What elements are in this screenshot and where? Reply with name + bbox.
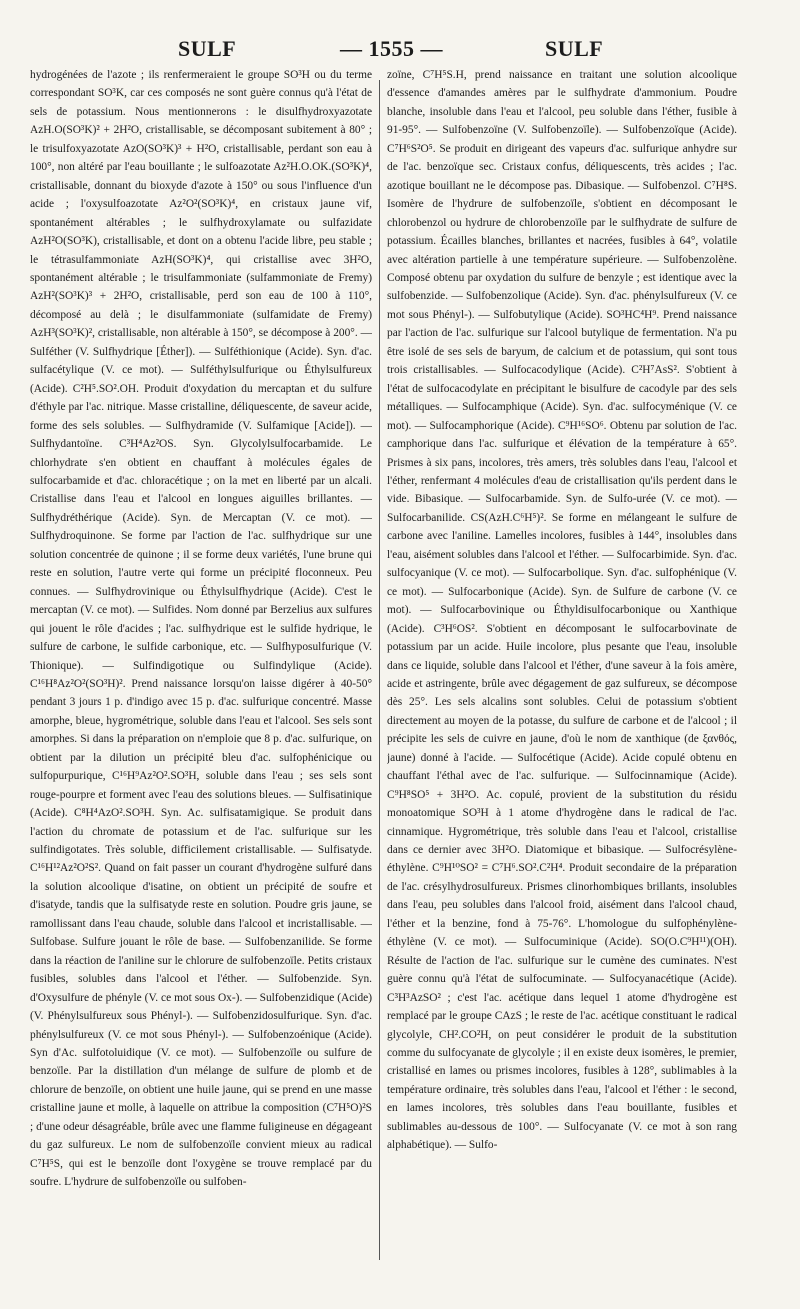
- column-divider: [379, 80, 380, 1260]
- page-number: — 1555 —: [340, 36, 443, 61]
- column-text: zoïne, C⁷H⁵S.H, prend naissance en traitant une solution alcoolique d'essence d'amandes amères par le sulfhydrate d'ammonium. Poudre blanche, insoluble dans l'eau et l'alcool, peu soluble dans l'éther, fusible à 91-95°. — Sulfobenzoïne (V. Sulfobenzoïle). — Sulfobenzoïque (Acide). C⁷H⁶S²O⁵. Se produit en dirigeant des vapeurs d'ac. sulfurique anhydre sur de l'ac. benzoïque sec. Cristaux confus, déliquescents, très acides ; l'ac. azotique bouillant ne le décompose pas. Dibasique. — Sulfobenzol. C⁷H⁸S. Isomère de l'hydrure de sulfobenzoïle, s'obtient en décomposant le chlorobenzol ou hydrure de chlorobenzoïle par le sulfhydrate de sulfure de potassium. Écailles blanches, brillantes et nacrées, fusibles à 64°, volatile avec altération partielle à une température supérieure. — Sulfobenzolène. Composé obtenu par oxydation du sulfure de benzyle ; est identique avec la sulfobenzide. — Sulfobenzolique (Acide). Syn. d'ac. phénylsulfureux (V. ce mot sous Phényl-). — Sulfobutylique (Acide). SO³HC⁴H⁹. Prend naissance par l'action de l'ac. sulfurique sur l'alcool butylique de fermentation. N'a pu être isolé de ses sels de baryum, de calcium et de potassium, qui sont tous trois cristallisables. — Sulfocacodylique (Acide). C²H⁷AsS². S'obtient à l'état de sulfocacodylate en précipitant le bisulfure de cacodyle par des sels métalliques. — Sulfocamphique (Acide). Syn. d'ac. sulfocyménique (V. ce mot). — Sulfocamphorique (Acide). C⁹H¹⁶SO⁶. Obtenu par solution de l'ac. camphorique dans l'ac. sulfurique et élévation de la température à 65°. Prismes à six pans, incolores, très amers, très solubles dans l'eau, l'alcool et l'éther, renfermant 4 molécules d'eau de cristallisation qu'ils perdent dans le vide. Bibasique. — Sulfocarbamide. Syn. de Sulfo-urée (V. ce mot). — Sulfocarbanilide. CS(AzH.C⁶H⁵)². Se forme en mélangeant le sulfure de carbone avec l'aniline. Lamelles incolores, fusibles à 144°, insolubles dans l'eau, aisément solubles dans l'alcool et l'éther. — Sulfocarbimide. Syn. d'ac. sulfocyanique (V. ce mot). — Sulfocarbolique. Syn. d'ac. sulfophénique (V. ce mot). — Sulfocarbonique (Acide). Syn. de Sulfure de carbone (V. ce mot). — Sulfocarbovinique ou Éthyldisulfocarbonique ou Xanthique (Acide). C³H⁶OS². S'obtient en décomposant le sulfocarbovinate de potassium par un acide. Huile incolore, plus pesante que l'eau, insoluble dans ce liquide, soluble dans l'alcool et l'éther, d'une saveur à la fois amère, acide et astringente, brûle avec dégagement de gaz sulfureux, se décompose dès 25°. Les sels alcalins sont solubles. Celui de potassium s'obtient directement au moyen de la potasse, du sulfure de carbone et de l'alcool ; il précipite les sels de cuivre en jaune, d'où le nom de xanthique (de ξανθός, jaune) donné à l'acide. — Sulfocétique (Acide). Acide copulé obtenu en chauffant l'éthal avec de l'ac. sulfurique. — Sulfocinnamique (Acide). C⁹H⁸SO⁵ + 3H²O. Ac. copulé, provient de la substitution du résidu monoatomique SO³H à 1 atome d'hydrogène dans le radical de l'ac. cinnamique. Hygrométrique, très soluble dans l'eau et l'alcool, cristallise dans ce dernier avec 3H²O. Diatomique et bibasique. — Sulfocrésylène-éthylène. C⁹H¹⁰SO² = C⁷H⁶.SO².C²H⁴. Produit secondaire de la préparation de l'ac. crésylhydrosulfureux. Prismes clinorhombiques brillants, insolubles dans l'eau, peu solubles dans l'alcool froid, aisément dans l'alcool chaud, l'éther et la benzine, fond à 75-76°. L'homologue du sulfophénylène-éthylène (V. ce mot). — Sulfocuminique (Acide). SO(O.C⁹H¹¹)(OH). Résulte de l'action de l'ac. sulfurique sur le cumène des cuminates. N'est guère connu qu'à l'état de sulfocuminate. — Sulfocyanacétique (Acide). C³H³AzSO² ; c'est l'ac. acétique dans lequel 1 atome d'hydrogène est remplacé par le groupe CAzS ; le reste de l'ac. acétique constituant le radical glycolyle, CH².CO²H, on peut considérer le produit de la substitution comme du sulfocyanate de glycolyle ; il en existe deux isomères, le premier, cristallisé en lames ou prismes incolores, fusibles à 128°, sublimables à la température ordinaire, très solubles dans l'eau, l'alcool et l'éther : le second, en lames incolores, très solubles dans l'eau bouillante, fusibles et sublimables au-dessous de 100°. — Sulfocyanate (V. ce mot à son rang alphabétique). — Sulfo-: [387, 69, 737, 1152]
- text-column-right: [387, 66, 737, 1256]
- running-head-right: SULF: [545, 36, 604, 61]
- text-column-left: [30, 66, 372, 1256]
- column-text: hydrogénées de l'azote ; ils renfermeraient le groupe SO³H ou du terme correspondant SO³K, car ces composés ne sont guère connus qu'à l'état de sels de potassium. Nous mentionnerons : le disulfhydroxyazotate AzH.O(SO³K)² + 2H²O, cristallisable, se décomposant subitement à 80° ; le trisulfoxyazotate AzO(SO³K)³ + H²O, cristallisable, perdant son eau à 100°, non altéré par l'eau bouillante ; le sulfoazotate Az²H.O.OK.(SO³K)⁴, cristallisable, donnant du bioxyde d'azote à 150° ou sous l'influence d'un acide ; l'oxysulfoazotate Az²O²(SO³K)⁴, en cristaux jaune vif, spontanément altérables ; le sulfhydroxylamate ou sulfazidate AzH²O(SO³K), cristallisable, et dont on a obtenu l'acide libre, peu stable ; le tétrasulfammoniate AzH(SO³K)⁴, qui cristallise avec 3H²O, spontanément altérable ; le trisulfammoniate (sulfammoniate de Fremy) AzH²(SO³K)³ + 2H²O, cristallisable, perd son eau de 100 à 110°, décomposé au delà ; le disulfammoniate (sulfamidate de Fremy) AzH³(SO³K)², cristallisable, non altérable à 150°, se décompose à 200°. — Sulféther (V. Sulfhydrique [Éther]). — Sulféthionique (Acide). Syn. d'ac. sulfacétylique (V. ce mot). — Sulféthylsulfurique ou Éthylsulfureux (Acide). C²H⁵.SO².OH. Produit d'oxydation du mercaptan et du sulfure d'éthyle par l'ac. nitrique. Masse cristalline, déliquescente, de saveur acide, forme des sels solubles. — Sulfhydramide (V. Sulfamique [Acide]). — Sulfhydantoïne. C³H⁴Az²OS. Syn. Glycolylsulfocarbamide. Le chlorhydrate s'en obtient en chauffant à molécules égales de sulfocarbamide et d'ac. chloracétique ; on la met en liberté par un alcali. Cristallise dans l'eau et l'alcool en longues aiguilles brillantes. — Sulfhydréthérique (Acide). Syn. de Mercaptan (V. ce mot). — Sulfhydroquinone. Se forme par l'action de l'ac. sulfhydrique sur une solution concentrée de quinone ; il se forme deux variétés, l'une brune qui reste en solution, l'autre verte qui forme un précipité floconneux. Peu connues. — Sulfhydrovinique ou Éthylsulfhydrique (Acide). C'est le mercaptan (V. ce mot). — Sulfides. Nom donné par Berzelius aux sulfures qui jouent le rôle d'acides ; l'ac. sulfhydrique est le sulfide hydrique, le sulfure de carbone, le sulfide carbonique, etc. — Sulfhyposulfurique (V. Thionique). — Sulfindigotique ou Sulfindylique (Acide). C¹⁶H⁸Az²O²(SO³H)². Prend naissance lorsqu'on laisse digérer à 40-50° pendant 3 jours 1 p. d'indigo avec 15 p. d'ac. sulfurique concentré. Masse amorphe, bleue, hygrométrique, soluble dans l'eau et l'alcool. Ses sels sont amorphes. Si dans la préparation on n'emploie que 8 p. d'ac. sulfurique, on obtient par la dilution un précipité bleu d'ac. sulfophénicique ou sulfopurpurique, C¹⁶H⁹Az²O².SO³H, soluble dans l'eau ; ses sels sont rouge-pourpre et forment avec l'eau des solutions bleues. — Sulfisatinique (Acide). C⁸H⁴AzO².SO³H. Syn. Ac. sulfisatamigique. Se produit dans l'action du chromate de potassium et de l'ac. sulfurique sur les sulfindigotates. Très soluble, difficilement cristallisable. — Sulfisatyde. C¹⁶H¹²Az²O²S². Quand on fait passer un courant d'hydrogène sulfuré dans la solution alcoolique d'isatine, on obtient un précipité de soufre et d'isatyde, tandis que la sulfisatyde reste en solution. Poudre gris jaune, se ramollissant dans l'eau chaude, soluble dans l'alcool et incristallisable. — Sulfobase. Sulfure jouant le rôle de base. — Sulfobenzanilide. Se forme dans la réaction de l'aniline sur le chlorure de sulfobenzoïle. Petits cristaux fusibles, solubles dans l'alcool et l'éther. — Sulfobenzide. Syn. d'Oxysulfure de phényle (V. ce mot sous Ox-). — Sulfobenzidique (Acide) (V. Phénylsulfureux sous Phényl-). — Sulfobenzidosulfurique. Syn. d'ac. phénylsulfureux (V. ce mot sous Phényl-). — Sulfobenzoénique (Acide). Syn d'Ac. sulfotoluidique (V. ce mot). — Sulfobenzoïle ou sulfure de benzoïle. Par la distillation d'un mélange de sulfure de plomb et de chlorure de benzoïle, on obtient une huile jaune, qui se prend en une masse cristalline jaune et molle, à laquelle on attribue la composition (C⁷H⁵O)²S ; d'une odeur désagréable, brûle avec une flamme fuligineuse en dégageant du gaz sulfureux. Le nom de sulfobenzoïle convient mieux au radical C⁷H⁵S, qui est le benzoïle dont l'oxygène se trouve remplacé par du soufre. L'hydrure de sulfobenzoïle ou sulfoben-: [30, 69, 372, 1189]
- running-head-left: SULF: [178, 36, 237, 61]
